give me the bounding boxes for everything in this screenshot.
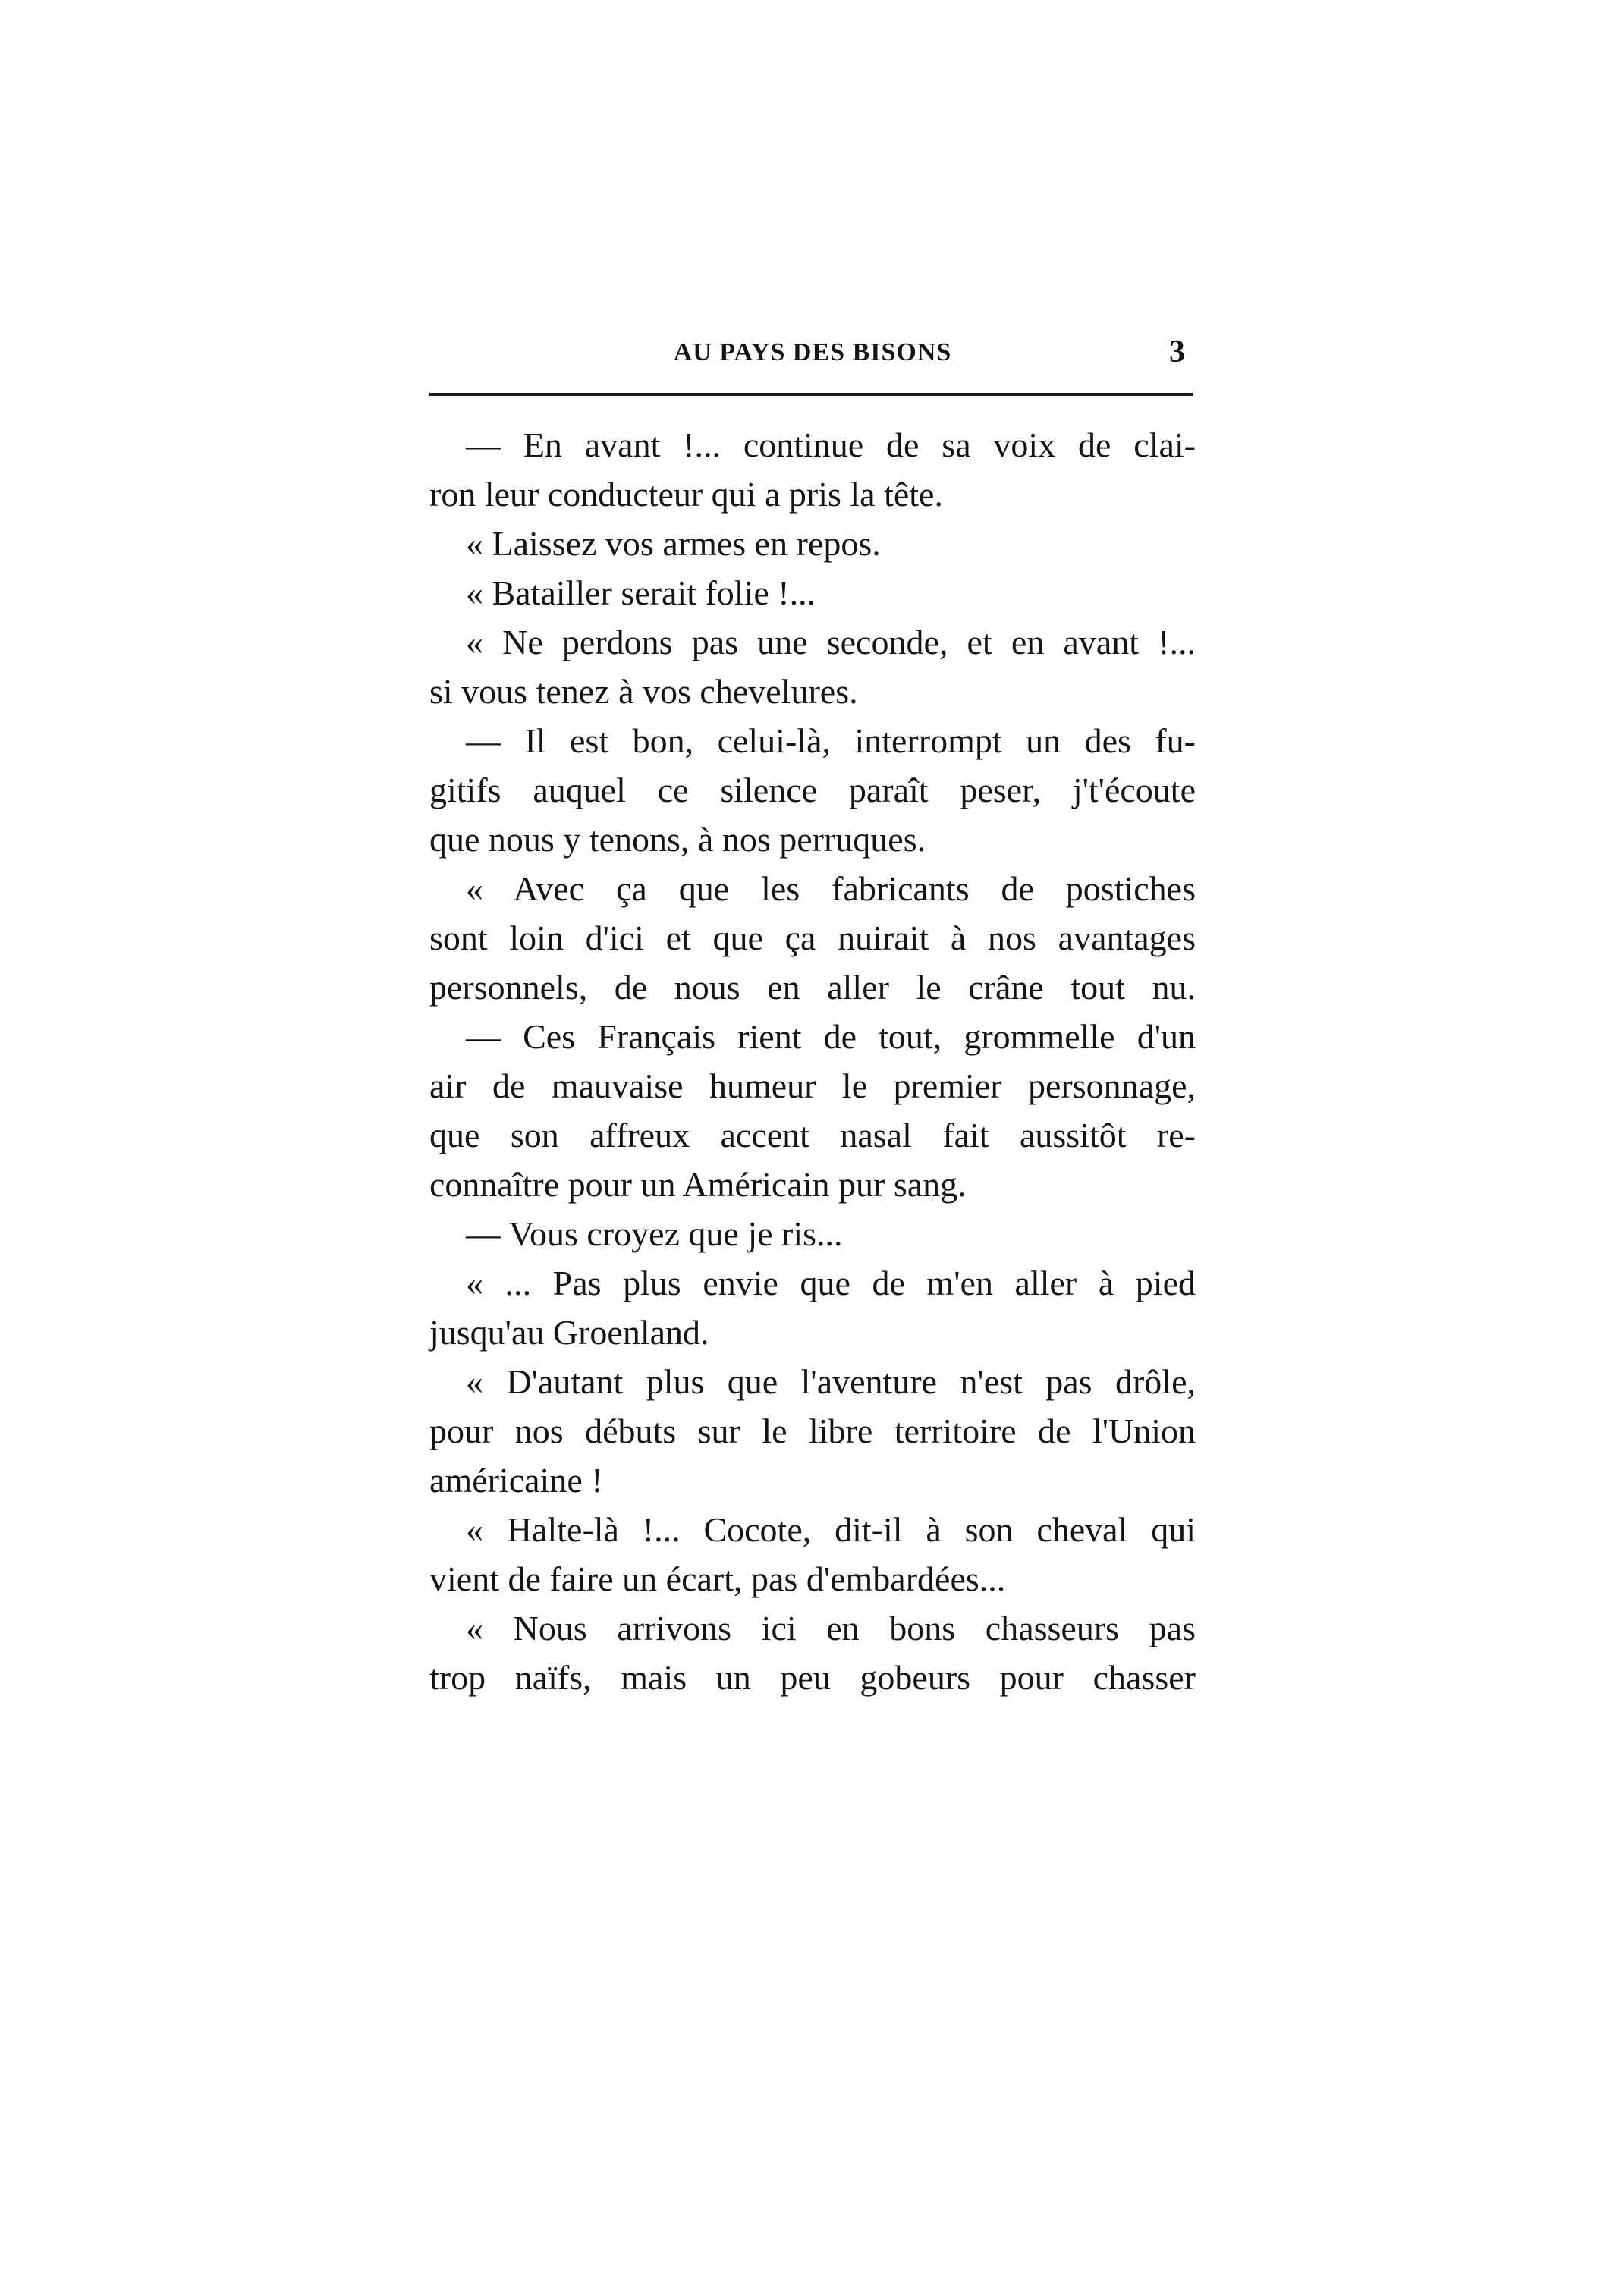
page-header bbox=[429, 334, 1196, 379]
text-line: vient de faire un écart, pas d'embardées... bbox=[429, 1559, 1006, 1598]
running-title: AU PAYS DES BISONS bbox=[673, 338, 952, 366]
text-line: — Il est bon, celui-là, interrompt un des fu- bbox=[466, 721, 1196, 760]
text-line: que nous y tenons, à nos perruques. bbox=[429, 820, 926, 859]
text-line: que son affreux accent nasal fait aussitôt re- bbox=[429, 1116, 1196, 1154]
text-line: — En avant !... continue de sa voix de clai- bbox=[466, 426, 1196, 464]
text-line: « Avec ça que les fabricants de postiches bbox=[466, 869, 1196, 908]
header-rule bbox=[429, 393, 1193, 396]
text-line: personnels, de nous en aller le crâne tout nu. bbox=[429, 968, 1196, 1007]
text-line: « D'autant plus que l'aventure n'est pas drôle, bbox=[466, 1362, 1196, 1401]
text-line: « ... Pas plus envie que de m'en aller à pied bbox=[466, 1264, 1196, 1302]
text-line: air de mauvaise humeur le premier personnage, bbox=[429, 1066, 1196, 1105]
text-line: américaine ! bbox=[429, 1461, 603, 1500]
text-line: jusqu'au Groenland. bbox=[429, 1313, 709, 1352]
text-line: si vous tenez à vos chevelures. bbox=[429, 672, 858, 711]
text-line: ron leur conducteur qui a pris la tête. bbox=[429, 475, 943, 514]
text-line: « Ne perdons pas une seconde, et en avant !... bbox=[466, 623, 1196, 661]
text-line: « Laissez vos armes en repos. bbox=[466, 524, 881, 563]
text-line: « Halte-là !... Cocote, dit-il à son cheval qui bbox=[466, 1510, 1196, 1549]
text-line: — Vous croyez que je ris... bbox=[466, 1214, 843, 1253]
text-line: « Batailler serait folie !... bbox=[466, 573, 816, 612]
text-line: connaître pour un Américain pur sang. bbox=[429, 1165, 967, 1204]
text-line: — Ces Français rient de tout, grommelle d'un bbox=[466, 1017, 1196, 1056]
text-line: trop naïfs, mais un peu gobeurs pour chasser bbox=[429, 1658, 1196, 1697]
text-line: pour nos débuts sur le libre territoire de l'Union bbox=[429, 1412, 1196, 1450]
page-number: 3 bbox=[1169, 335, 1185, 369]
text-line: gitifs auquel ce silence paraît peser, j't'écoute bbox=[429, 771, 1196, 809]
body-text bbox=[429, 420, 1196, 1702]
text-line: sont loin d'ici et que ça nuirait à nos avantages bbox=[429, 919, 1196, 957]
text-line: « Nous arrivons ici en bons chasseurs pas bbox=[466, 1609, 1196, 1647]
